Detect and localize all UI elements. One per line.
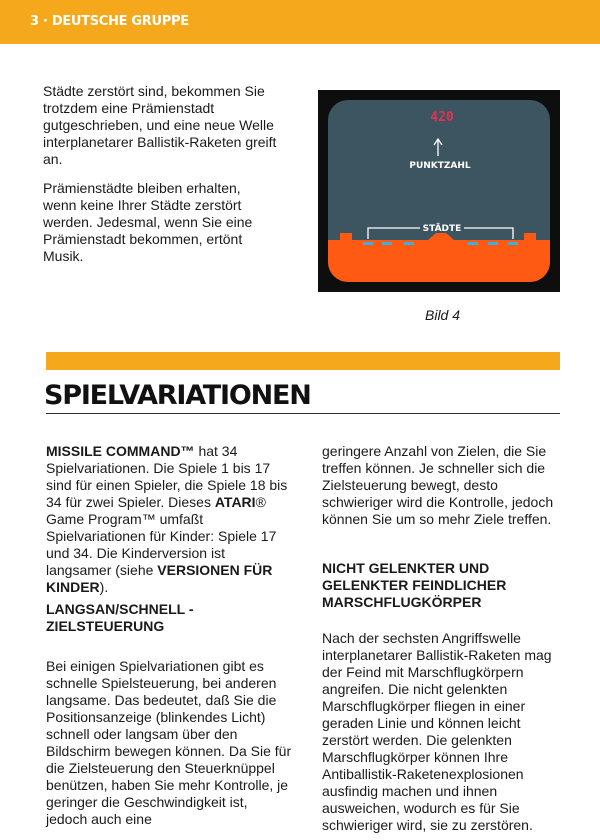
left-text-1f: ). <box>99 579 109 595</box>
right-column-paragraph-2 <box>322 630 562 834</box>
intro-text-1: Städte zerstört sind, bekommen Sie trotzdem eine Prämienstadt gutgeschrieben, und eine neue Welle interplanetarer Ballistik-Raketen greift an. <box>43 83 277 167</box>
screen-ground <box>328 233 550 282</box>
left-text-2: Bei einigen Spielvariationen gibt es schnelle Spielsteuerung, bei anderen langsame. Das bedeutet, daß Sie die Positionsanzeige (blinkendes Licht) schnell oder langsam über den Bildschirm bewegen können. Da Sie für die Zielsteuerung den Steuerknüppel benützen, haben Sie mehr Kontrolle, je geringer die Geschwindigkeit ist, jedoch auch eine <box>46 658 292 827</box>
section-title: SPIELVARIATIONEN <box>44 380 311 411</box>
game-screen-illustration <box>318 90 560 292</box>
right-column-heading: NICHT GELENKTER UND GELENKTER FEINDLICHER MARSCHFLUGKÖRPER <box>322 560 507 610</box>
section-color-bar <box>46 352 560 370</box>
section-divider <box>46 413 560 414</box>
page-header-label: 3 · DEUTSCHE GRUPPE <box>30 14 189 29</box>
left-column-paragraph-1 <box>46 443 292 596</box>
score-label: PUNKTZAHL <box>409 161 471 171</box>
game-name: MISSILE COMMAND™ <box>46 443 195 459</box>
left-text-1d: ® Game Program™ umfaßt Spielvariationen für Kinder: Spiele 17 und 34. Die Kinderversion ist langsamer (siehe <box>46 494 277 578</box>
brand-name: ATARI <box>214 494 256 510</box>
game-screenshot-figure <box>318 90 560 292</box>
left-column-heading: LANGSAN/SCHNELL - ZIELSTEUERUNG <box>46 601 194 634</box>
intro-text-2: Prämienstädte bleiben erhalten, wenn keine Ihrer Städte zerstört werden. Jedesmal, wenn Sie eine Prämienstadt bekommen, ertönt Musik. <box>43 180 253 264</box>
right-column-paragraph-1 <box>322 443 562 528</box>
header-band <box>0 0 600 44</box>
left-text-1b: hat 34 Spielvariationen. Die Spiele 1 bis 17 sind für einen Spieler, die Spiele 18 bis 34 für zwei Spieler. Dieses <box>46 443 288 510</box>
right-text-2: Nach der sechsten Angriffswelle interplanetarer Ballistik-Raketen mag der Feind mit Marschflugkörpern angreifen. Die nicht gelenkten Marschflugkörper fliegen in einer geraden Linie und können leicht zerstört werden. Die gelenkten Marschflugkörper können Ihre Antiballistik-Raketenexplosionen ausfindig machen und ihnen ausweichen, wodurch es für Sie schwieriger wird, sie zu zerstören. <box>322 630 552 833</box>
intro-paragraph-2 <box>43 180 278 265</box>
intro-paragraph-1 <box>43 83 278 168</box>
cities-label: STÄDTE <box>422 224 462 234</box>
left-column-paragraph-2 <box>46 658 292 828</box>
figure-caption: Bild 4 <box>425 307 461 323</box>
right-text-1: geringere Anzahl von Zielen, die Sie treffen können. Je schneller sich die Zielsteuerung bewegt, desto schwieriger wird die Kontrolle, jedoch können Sie um so mehr Ziele treffen. <box>322 443 554 527</box>
kids-version-reference: VERSIONEN FÜR KINDER <box>46 562 273 595</box>
score-value: 420 <box>430 110 454 125</box>
